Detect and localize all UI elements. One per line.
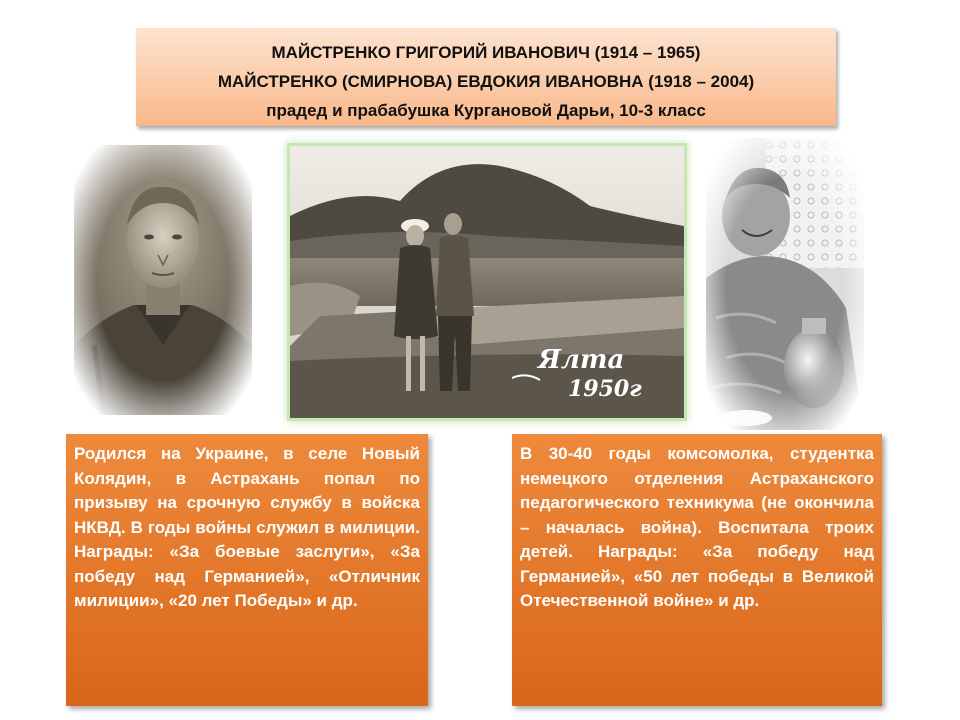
photo-couple-yalta <box>290 146 684 418</box>
title-line-wife: МАЙСТРЕНКО (СМИРНОВА) ЕВДОКИЯ ИВАНОВНА (1918 – 2004) <box>217 72 755 91</box>
title-line-husband: МАЙСТРЕНКО ГРИГОРИЙ ИВАНОВИЧ (1914 – 1965) <box>271 43 701 62</box>
stamp-year: 1950г <box>568 376 642 402</box>
bio-husband: Родился на Украине, в селе Новый Колядин, в Астрахань попал по призыву на срочную службу в войска НКВД. В годы войны служил в милиции. Награды: «За боевые заслуги», «За победу над Германией», «Отличник милиции», «20 лет Победы» и др. <box>66 434 428 706</box>
stamp-city: Ялта <box>538 345 625 375</box>
bio-wife: В 30-40 годы комсомолка, студентка немецкого отделения Астраханского педагогического техникума (не окончила – началась война). Воспитала троих детей. Награды: «За победу над Германией», «50 лет победы в Великой Отечественной войне» и др. <box>512 434 882 706</box>
title-line-relation: прадед и прабабушка Кургановой Дарьи, 10-3 класс <box>266 101 706 120</box>
portrait-husband <box>74 145 252 415</box>
portrait-wife <box>706 138 864 430</box>
title-banner <box>136 28 836 126</box>
